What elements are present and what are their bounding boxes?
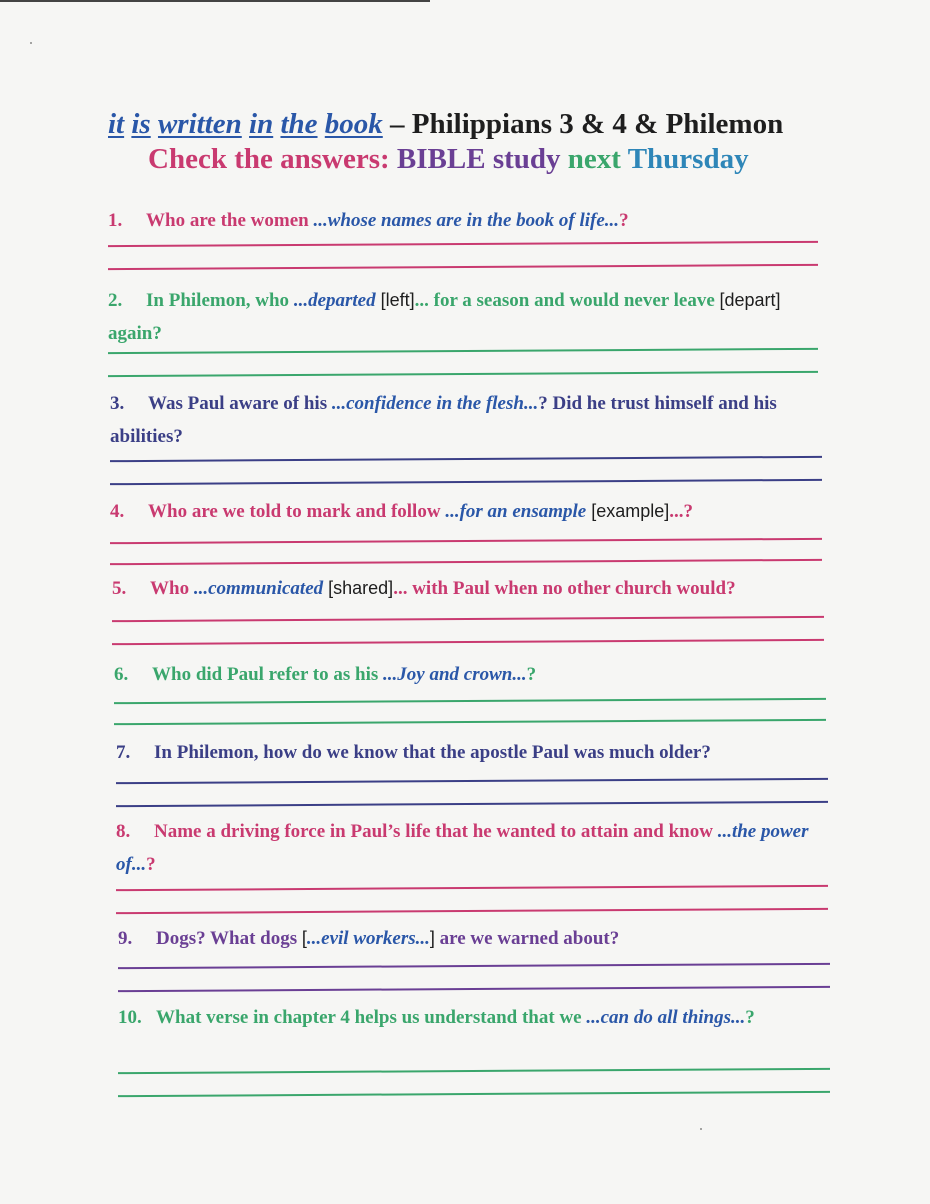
bracket-gloss: [example] bbox=[586, 501, 670, 521]
answer-line[interactable] bbox=[118, 986, 830, 992]
title-word: it bbox=[108, 108, 125, 140]
title-word: in bbox=[249, 108, 274, 140]
question-text: ? Did he trust himself and his abilities? bbox=[110, 393, 777, 447]
question-text: In Philemon, who bbox=[146, 290, 294, 311]
question-text: Who are we told to mark and follow bbox=[148, 501, 446, 522]
question-number: 9. bbox=[118, 928, 133, 949]
question-9 bbox=[118, 922, 830, 955]
question-number: 4. bbox=[110, 501, 125, 522]
question-text: ...? bbox=[669, 501, 694, 522]
question-number: 3. bbox=[110, 393, 125, 414]
worksheet-subtitle bbox=[148, 143, 868, 176]
answer-line[interactable] bbox=[110, 559, 822, 565]
answer-line[interactable] bbox=[110, 456, 822, 462]
question-8 bbox=[116, 815, 828, 881]
answer-line[interactable] bbox=[116, 778, 828, 784]
subtitle-bible: BIBLE bbox=[396, 143, 486, 175]
answer-line[interactable] bbox=[116, 908, 828, 914]
top-edge-line bbox=[0, 0, 430, 2]
scripture-quote: ...whose names are in the book of life... bbox=[313, 210, 620, 231]
question-text: In Philemon, how do we know that the apostle Paul was much older? bbox=[154, 742, 711, 763]
question-text: What verse in chapter 4 helps us understand that we bbox=[156, 1007, 587, 1028]
scripture-quote: ...for an ensample bbox=[445, 501, 587, 522]
answer-line[interactable] bbox=[112, 616, 824, 622]
question-1 bbox=[108, 204, 818, 237]
question-number: 2. bbox=[108, 290, 123, 311]
question-number: 6. bbox=[114, 664, 129, 685]
question-text: ? bbox=[146, 854, 156, 875]
scripture-quote: ...evil workers... bbox=[306, 928, 430, 949]
question-text: ? bbox=[619, 210, 629, 231]
title-book-references: – Philippians 3 & 4 & Philemon bbox=[390, 108, 784, 140]
title-word: written bbox=[157, 108, 242, 140]
question-text: Who are the women bbox=[146, 210, 314, 231]
subtitle-study: study bbox=[492, 143, 561, 175]
answer-line[interactable] bbox=[108, 371, 818, 377]
question-3 bbox=[110, 387, 822, 453]
scripture-quote: ...confidence in the flesh... bbox=[331, 393, 539, 414]
question-number: 7. bbox=[116, 742, 131, 763]
answer-line[interactable] bbox=[116, 885, 828, 891]
answer-line[interactable] bbox=[112, 639, 824, 645]
question-4 bbox=[110, 495, 822, 528]
answer-line[interactable] bbox=[114, 698, 826, 704]
question-text: ? bbox=[745, 1007, 755, 1028]
question-number: 8. bbox=[116, 821, 131, 842]
answer-line[interactable] bbox=[108, 264, 818, 270]
worksheet-header bbox=[108, 108, 868, 176]
question-text: again? bbox=[108, 323, 162, 344]
question-5 bbox=[112, 572, 824, 605]
title-word: book bbox=[324, 108, 383, 140]
question-number: 5. bbox=[112, 578, 127, 599]
question-text: ... with Paul when no other church would? bbox=[393, 578, 736, 599]
answer-line[interactable] bbox=[116, 801, 828, 807]
question-text: Who did Paul refer to as his bbox=[152, 664, 384, 685]
scripture-quote: ...the power of... bbox=[116, 821, 809, 875]
answer-line[interactable] bbox=[118, 963, 830, 969]
title-word: the bbox=[280, 108, 318, 140]
subtitle-next: next bbox=[567, 143, 621, 175]
question-7 bbox=[116, 736, 828, 769]
question-text: are we warned about? bbox=[434, 928, 620, 949]
answer-line[interactable] bbox=[118, 1091, 830, 1097]
answer-line[interactable] bbox=[108, 241, 818, 247]
scripture-quote: ...departed bbox=[293, 290, 376, 311]
question-6 bbox=[114, 658, 826, 691]
scripture-quote: ...can do all things... bbox=[586, 1007, 746, 1028]
answer-line[interactable] bbox=[110, 479, 822, 485]
paper-speck bbox=[700, 1128, 702, 1130]
scripture-quote: ...communicated bbox=[193, 578, 324, 599]
title-word: is bbox=[131, 108, 151, 140]
bracket-gloss: [ bbox=[301, 928, 307, 948]
bracket-gloss: [shared] bbox=[323, 578, 394, 598]
bracket-gloss: ] bbox=[429, 928, 435, 948]
question-2 bbox=[108, 284, 818, 350]
answer-line[interactable] bbox=[118, 1068, 830, 1074]
scripture-quote: ...Joy and crown... bbox=[383, 664, 527, 685]
paper-speck bbox=[30, 42, 32, 44]
question-number: 1. bbox=[108, 210, 123, 231]
question-number: 10. bbox=[118, 1007, 142, 1028]
question-text: ... for a season and would never leave bbox=[414, 290, 720, 311]
answer-line[interactable] bbox=[114, 719, 826, 725]
question-text: Name a driving force in Paul’s life that he wanted to attain and know bbox=[154, 821, 718, 842]
question-text: ? bbox=[526, 664, 537, 685]
subtitle-thursday: Thursday bbox=[627, 143, 749, 175]
question-10 bbox=[118, 1001, 830, 1034]
question-text: Was Paul aware of his bbox=[148, 393, 332, 414]
subtitle-check-answers: Check the answers: bbox=[148, 143, 390, 175]
bracket-gloss: [depart] bbox=[719, 290, 781, 310]
question-text: Who bbox=[150, 578, 194, 599]
question-text: Dogs? What dogs bbox=[156, 928, 302, 949]
worksheet-title bbox=[108, 108, 868, 141]
answer-line[interactable] bbox=[110, 538, 822, 544]
bracket-gloss: [left] bbox=[375, 290, 415, 310]
